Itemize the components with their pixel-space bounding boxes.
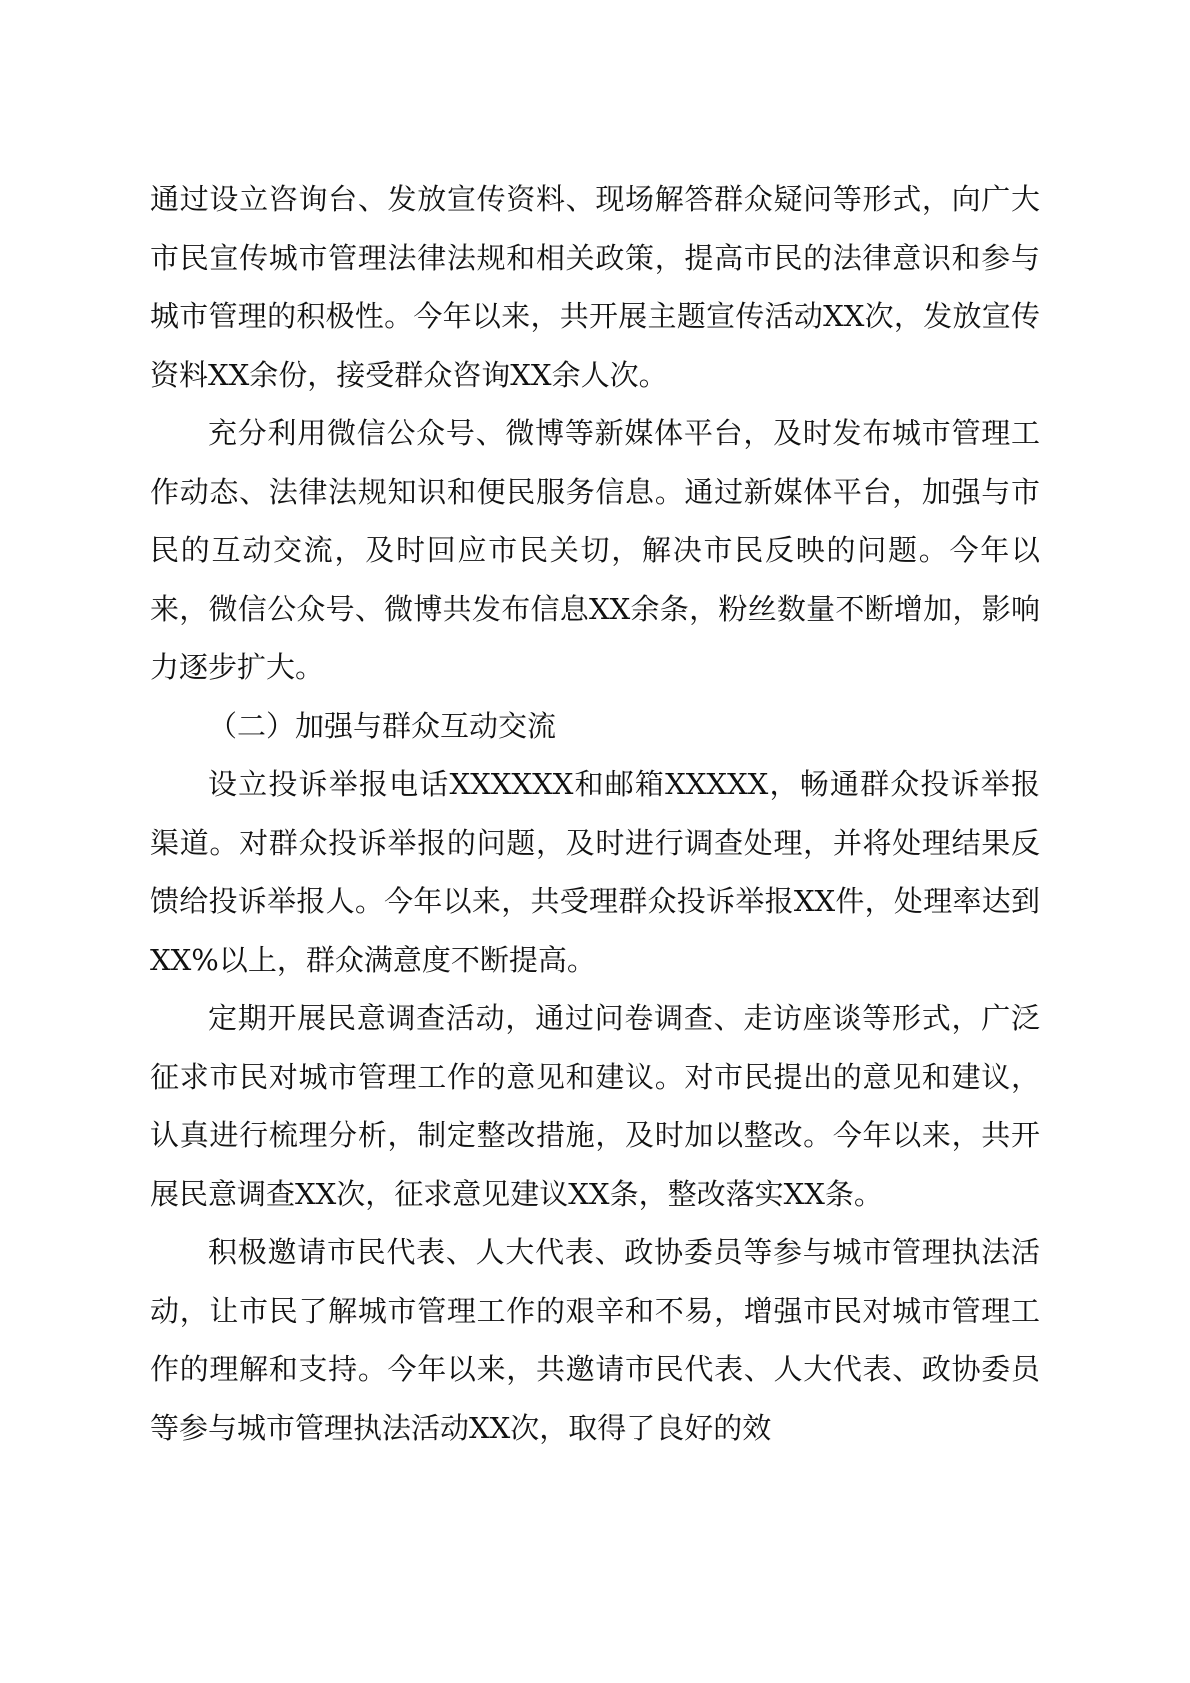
- body-paragraph-3: 设立投诉举报电话XXXXXX和邮箱XXXXX，畅通群众投诉举报渠道。对群众投诉举报的问题，及时进行调查处理，并将处理结果反馈给投诉举报人。今年以来，共受理群众投诉举报XX件，处理率达到XX%以上，群众满意度不断提高。: [150, 767, 1040, 977]
- body-paragraph-1: 通过设立咨询台、发放宣传资料、现场解答群众疑问等形式，向广大市民宣传城市管理法律法规和相关政策，提高市民的法律意识和参与城市管理的积极性。今年以来，共开展主题宣传活动XX次，发放宣传资料XX余份，接受群众咨询XX余人次。: [150, 182, 1040, 392]
- document-page: [150, 170, 1040, 1457]
- body-paragraph-5: 积极邀请市民代表、人大代表、政协委员等参与城市管理执法活动，让市民了解城市管理工作的艰辛和不易，增强市民对城市管理工作的理解和支持。今年以来，共邀请市民代表、人大代表、政协委员等参与城市管理执法活动XX次，取得了良好的效: [150, 1235, 1040, 1445]
- body-paragraph-4: 定期开展民意调查活动，通过问卷调查、走访座谈等形式，广泛征求市民对城市管理工作的意见和建议。对市民提出的意见和建议，认真进行梳理分析，制定整改措施，及时加以整改。今年以来，共开展民意调查XX次，征求意见建议XX条，整改落实XX条。: [150, 1001, 1040, 1211]
- body-paragraph-2: 充分利用微信公众号、微博等新媒体平台，及时发布城市管理工作动态、法律法规知识和便民服务信息。通过新媒体平台，加强与市民的互动交流，及时回应市民关切，解决市民反映的问题。今年以来，微信公众号、微博共发布信息XX余条，粉丝数量不断增加，影响力逐步扩大。: [150, 416, 1040, 684]
- section-heading: （二）加强与群众互动交流: [208, 708, 557, 743]
